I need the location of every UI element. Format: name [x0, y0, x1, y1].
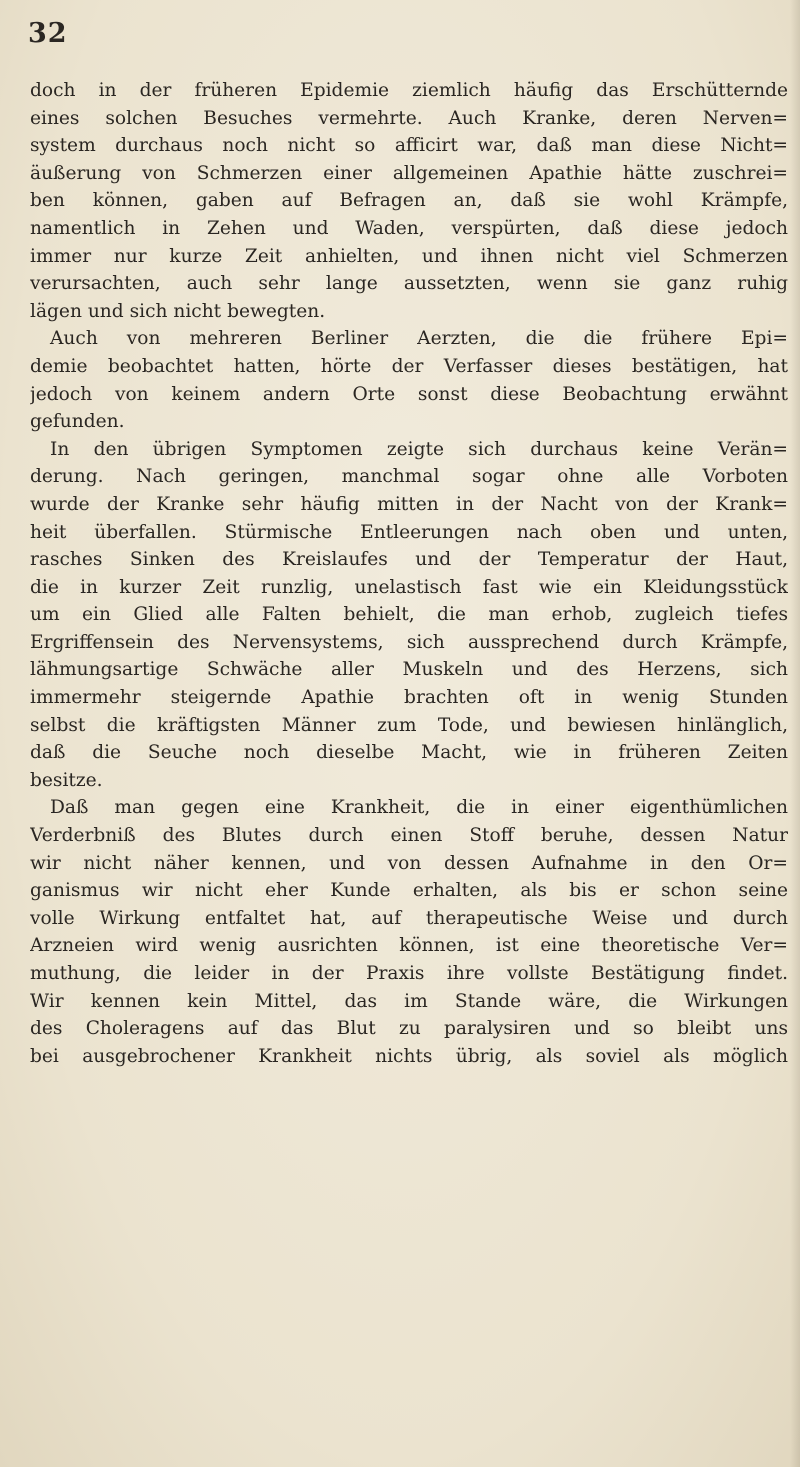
text-line: ben können, gaben auf Befragen an, daß sie wohl Krämpfe, — [30, 190, 788, 212]
text-line: um ein Glied alle Falten behielt, die man erhob, zugleich tiefes — [30, 604, 788, 626]
text-line: ganismus wir nicht eher Kunde erhalten, als bis er schon seine — [30, 880, 788, 902]
text-line: Auch von mehreren Berliner Aerzten, die die frühere Epi= — [50, 328, 788, 350]
text-line: doch in der früheren Epidemie ziemlich häufig das Erschütternde — [30, 80, 788, 101]
text-line: system durchaus noch nicht so afficirt war, daß man diese Nicht= — [30, 135, 788, 157]
body-text — [30, 77, 788, 1070]
text-line: namentlich in Zehen und Waden, verspürten, daß diese jedoch — [30, 217, 788, 239]
text-line: demie beobachtet hatten, hörte der Verfasser dieses bestätigen, hat — [30, 355, 788, 377]
text-line: Wir kennen kein Mittel, das im Stande wäre, die Wirkungen — [30, 990, 788, 1012]
text-line: besitze. — [30, 769, 103, 791]
text-line: Arzneien wird wenig ausrichten können, ist eine theoretische Ver= — [30, 935, 788, 957]
text-line: Ergriffensein des Nervensystems, sich aussprechend durch Krämpfe, — [30, 631, 788, 653]
text-line: lähmungsartige Schwäche aller Muskeln und des Herzens, sich — [30, 659, 788, 681]
text-line: Daß man gegen eine Krankheit, die in einer eigenthümlichen — [50, 797, 788, 819]
page-edge-shadow — [790, 0, 800, 1467]
text-line: rasches Sinken des Kreislaufes und der Temperatur der Haut, — [30, 549, 788, 571]
text-line: gefunden. — [30, 411, 125, 433]
text-line: verursachten, auch sehr lange aussetzten, wenn sie ganz ruhig — [30, 273, 788, 295]
text-line: äußerung von Schmerzen einer allgemeinen Apathie hätte zuschrei= — [30, 162, 788, 184]
text-line: die in kurzer Zeit runzlig, unelastisch fast wie ein Kleidungsstück — [30, 576, 788, 598]
text-line: bei ausgebrochener Krankheit nichts übrig, als soviel als möglich — [30, 1045, 788, 1067]
text-line: In den übrigen Symptomen zeigte sich durchaus keine Verän= — [50, 438, 788, 460]
text-line: jedoch von keinem andern Orte sonst diese Beobachtung erwähnt — [30, 383, 788, 405]
text-line: wir nicht näher kennen, und von dessen Aufnahme in den Or= — [30, 852, 788, 874]
text-line: lägen und sich nicht bewegten. — [30, 300, 326, 322]
text-line: eines solchen Besuches vermehrte. Auch Kranke, deren Nerven= — [30, 107, 788, 129]
text-line: heit überfallen. Stürmische Entleerungen nach oben und unten, — [30, 521, 788, 543]
text-line: Verderbniß des Blutes durch einen Stoff beruhe, dessen Natur — [30, 825, 788, 847]
text-line: muthung, die leider in der Praxis ihre vollste Bestätigung findet. — [30, 963, 788, 984]
text-line: immer nur kurze Zeit anhielten, und ihnen nicht viel Schmerzen — [30, 245, 788, 267]
text-line: des Choleragens auf das Blut zu paralysiren und so bleibt uns — [30, 1018, 788, 1040]
text-line: daß die Seuche noch dieselbe Macht, wie in früheren Zeiten — [30, 742, 788, 764]
page-number: 32 — [28, 18, 68, 49]
text-line: immermehr steigernde Apathie brachten oft in wenig Stunden — [30, 687, 788, 709]
text-line: wurde der Kranke sehr häufig mitten in der Nacht von der Krank= — [30, 493, 788, 515]
text-line: selbst die kräftigsten Männer zum Tode, und bewiesen hinlänglich, — [30, 714, 788, 736]
text-line: volle Wirkung entfaltet hat, auf therapeutische Weise und durch — [30, 907, 788, 929]
text-line: derung. Nach geringen, manchmal sogar ohne alle Vorboten — [30, 466, 788, 488]
